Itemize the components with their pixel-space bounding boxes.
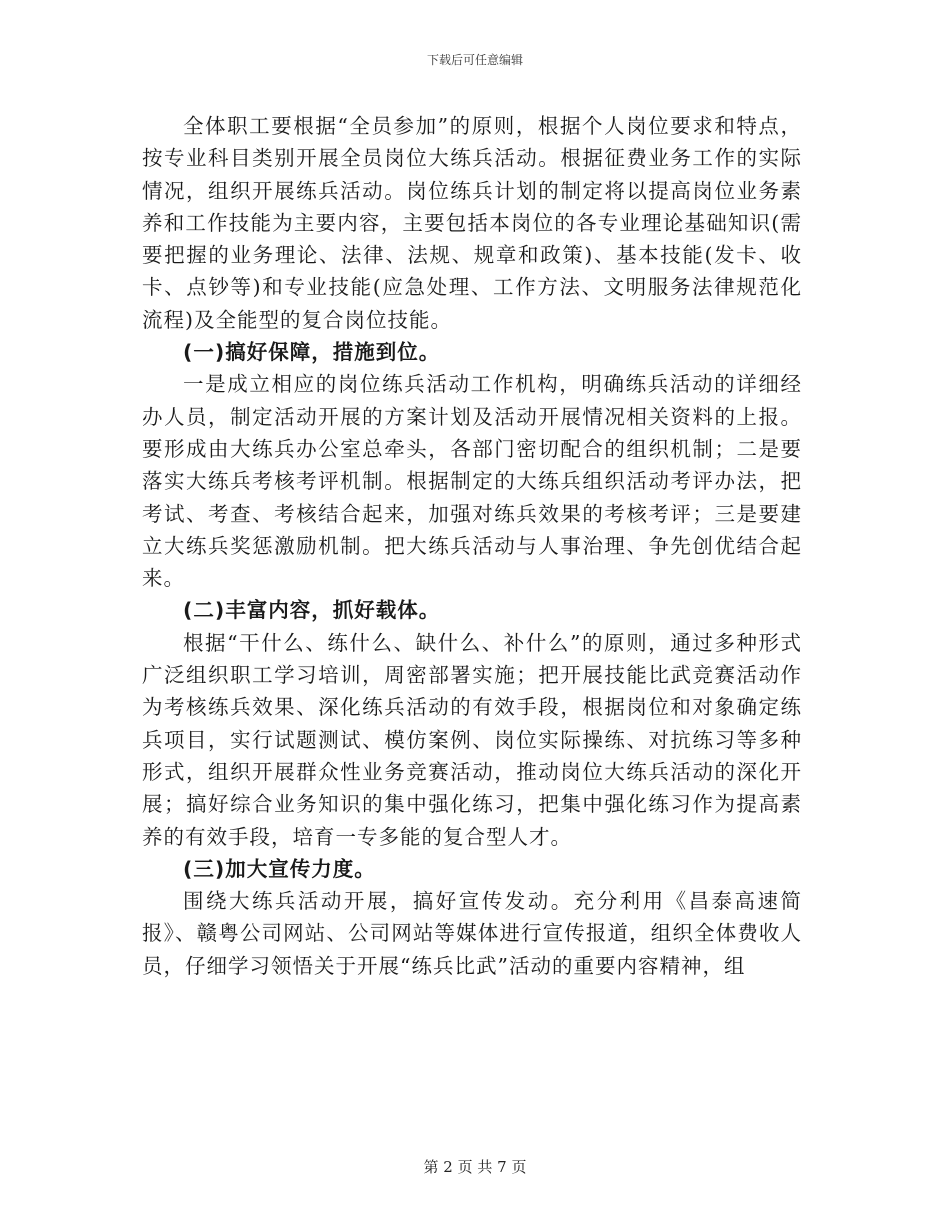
paragraph-section-1: 一是成立相应的岗位练兵活动工作机构，明确练兵活动的详细经办人员，制定活动开展的方案计划及活动开展情况相关资料的上报。要形成由大练兵办公室总牵头，各部门密切配合的组织机制；二是要落实大练兵考核考评机制。根据制定的大练兵组织活动考评办法，把考试、考查、考核结合起来，加强对练兵效果的考核考评；三是要建立大练兵奖惩激励机制。把大练兵活动与人事治理、争先创优结合起来。	[142, 372, 802, 591]
document-body	[142, 110, 802, 982]
page-number: 第 2 页 共 7 页	[423, 1158, 527, 1176]
section-heading-1: (一)搞好保障，措施到位。	[183, 340, 441, 365]
section-heading-3: (三)加大宣传力度。	[183, 856, 376, 881]
section-heading-2: (二)丰富内容，抓好载体。	[183, 598, 441, 623]
paragraph-section-2: 根据“干什么、练什么、缺什么、补什么”的原则，通过多种形式广泛组织职工学习培训，周密部署实施；把开展技能比武竞赛活动作为考核练兵效果、深化练兵活动的有效手段，根据岗位和对象确定练兵项目，实行试题测试、模仿案例、岗位实际操练、对抗练习等多种形式，组织开展群众性业务竞赛活动，推动岗位大练兵活动的深化开展；搞好综合业务知识的集中强化练习，把集中强化练习作为提高素养的有效手段，培育一专多能的复合型人才。	[142, 630, 802, 849]
page-header-note: 下载后可任意编辑	[426, 53, 523, 67]
paragraph-intro: 全体职工要根据“全员参加”的原则，根据个人岗位要求和特点，按专业科目类别开展全员岗位大练兵活动。根据征费业务工作的实际情况，组织开展练兵活动。岗位练兵计划的制定将以提高岗位业务素养和工作技能为主要内容，主要包括本岗位的各专业理论基础知识(需要把握的业务理论、法律、法规、规章和政策)、基本技能(发卡、收卡、点钞等)和专业技能(应急处理、工作方法、文明服务法律规范化流程)及全能型的复合岗位技能。	[142, 114, 802, 332]
paragraph-section-3: 围绕大练兵活动开展，搞好宣传发动。充分利用《昌泰高速简报》、赣粤公司网站、公司网站等媒体进行宣传报道，组织全体费收人员，仔细学习领悟关于开展“练兵比武”活动的重要内容精神，组	[142, 889, 802, 978]
